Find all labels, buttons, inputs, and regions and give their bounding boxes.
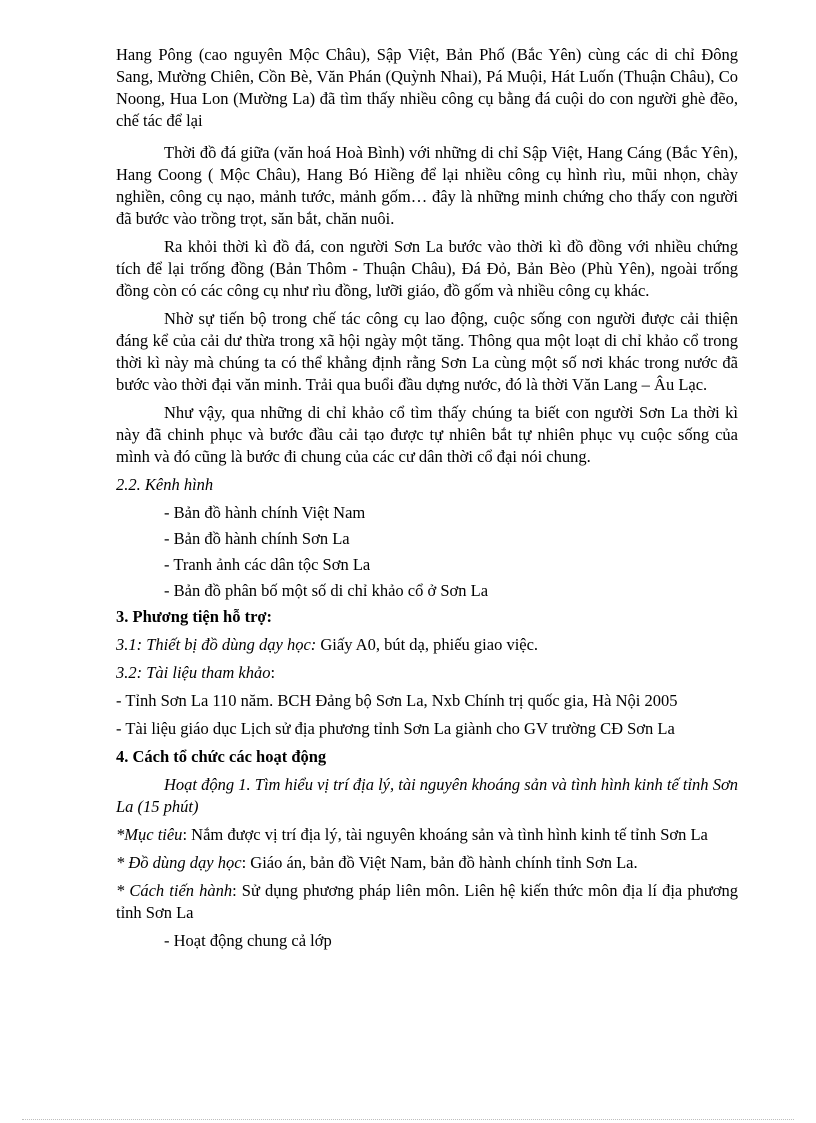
paragraph-progress: Nhờ sự tiến bộ trong chế tác công cụ lao động, cuộc sống con người được cải thiện đáng kể của cải dư thừa trong xã hội ngày một tăng. Thông qua một loạt di chỉ khảo cổ trong thời kì này mà chúng ta có thể khẳng định rằng Sơn La cùng một số nơi khác trong nước đã bước vào thời đại văn minh. Trải qua buổi đầu dựng nước, đó là thời Văn Lang – Âu Lạc. — [116, 309, 738, 394]
method-text: : Sử dụng phương pháp liên môn. Liên hệ kiến thức môn địa lí địa phương tỉnh Sơn La — [116, 881, 738, 922]
subsection-3-1-text: Giấy A0, bút dạ, phiếu giao việc. — [316, 635, 539, 654]
paragraph-conclusion: Như vậy, qua những di chỉ khảo cổ tìm thấy chúng ta biết con người Sơn La thời kì này đã chinh phục và bước đầu cải tạo được tự nhiên bắt tự nhiên phục vụ cuộc sống của mình và đó cũng là bước đi chung của các cư dân thời cổ đại nói chung. — [116, 403, 738, 466]
subsection-3-2-colon: : — [270, 663, 276, 682]
paragraph-archaeology-sites: Hang Pông (cao nguyên Mộc Châu), Sập Việt, Bản Phố (Bắc Yên) cùng các di chỉ Đông Sang, Mường Chiên, Cồn Bè, Văn Phán (Quỳnh Nhai), Pá Muội, Hát Luốn (Thuận Châu), Co Noong, Hua Lon (Mường La) đã tìm thấy nhiều công cụ bằng đá cuội do con người ghè đẽo, chế tác để lại — [116, 45, 738, 130]
activity-goal — [116, 824, 738, 846]
list-item: - Bản đồ hành chính Việt Nam — [164, 503, 366, 522]
goal-text: : Nắm được vị trí địa lý, tài nguyên khoáng sản và tình hình kinh tế tỉnh Sơn La — [182, 825, 708, 844]
list-item: - Bản đồ hành chính Sơn La — [164, 529, 350, 548]
materials-text: : Giáo án, bản đồ Việt Nam, bản đồ hành chính tỉnh Sơn La. — [241, 853, 638, 872]
list-item: - Hoạt động chung cả lớp — [164, 931, 332, 950]
document-page — [116, 44, 738, 956]
activity-method — [116, 880, 738, 924]
subsection-3-1-label: 3.1: Thiết bị đồ dùng dạy học: — [116, 635, 317, 654]
subsection-3-2 — [116, 662, 738, 684]
page-bottom-rule — [22, 1119, 794, 1120]
heading-3: 3. Phương tiện hỗ trợ: — [116, 607, 273, 626]
method-label: * Cách tiến hành — [116, 881, 233, 900]
activity-materials — [116, 852, 738, 874]
paragraph-bronze-age: Ra khỏi thời kì đồ đá, con người Sơn La bước vào thời kì đồ đồng với nhiều chứng tích để lại trống đồng (Bản Thôm - Thuận Châu), Đá Đỏ, Bản Bèo (Phù Yên), ngoài trống đồng còn có các công cụ như rìu đồng, lưỡi giáo, đồ gốm và nhiều công cụ khác. — [116, 237, 738, 300]
subsection-3-2-label: 3.2: Tài liệu tham khảo — [116, 663, 271, 682]
materials-label: * Đồ dùng dạy học — [116, 853, 242, 872]
heading-2-2: 2.2. Kênh hình — [116, 475, 214, 494]
activity-1-title: Hoạt động 1. Tìm hiểu vị trí địa lý, tài nguyên khoáng sản và tình hình kinh tế tỉnh Sơn La (15 phút) — [116, 775, 738, 816]
list-item: - Bản đồ phân bố một số di chỉ khảo cổ ở Sơn La — [164, 581, 489, 600]
subsection-3-1 — [116, 634, 738, 656]
paragraph-mesolithic: Thời đồ đá giữa (văn hoá Hoà Bình) với những di chỉ Sập Việt, Hang Cáng (Bắc Yên), Hang Coong ( Mộc Châu), Hang Bó Hiềng để lại nhiều công cụ hình rìu, mũi nhọn, chày nghiền, công cụ nạo, mảnh tước, mảnh gốm… đây là những minh chứng cho thấy con người đã bước vào trồng trọt, săn bắt, chăn nuôi. — [116, 143, 738, 228]
goal-label: *Mục tiêu — [116, 825, 183, 844]
heading-4: 4. Cách tổ chức các hoạt động — [116, 747, 327, 766]
reference-item: - Tỉnh Sơn La 110 năm. BCH Đảng bộ Sơn La, Nxb Chính trị quốc gia, Hà Nội 2005 — [116, 691, 678, 710]
list-item: - Tranh ảnh các dân tộc Sơn La — [164, 555, 371, 574]
reference-item: - Tài liệu giáo dục Lịch sử địa phương tỉnh Sơn La giành cho GV trường CĐ Sơn La — [116, 719, 675, 738]
